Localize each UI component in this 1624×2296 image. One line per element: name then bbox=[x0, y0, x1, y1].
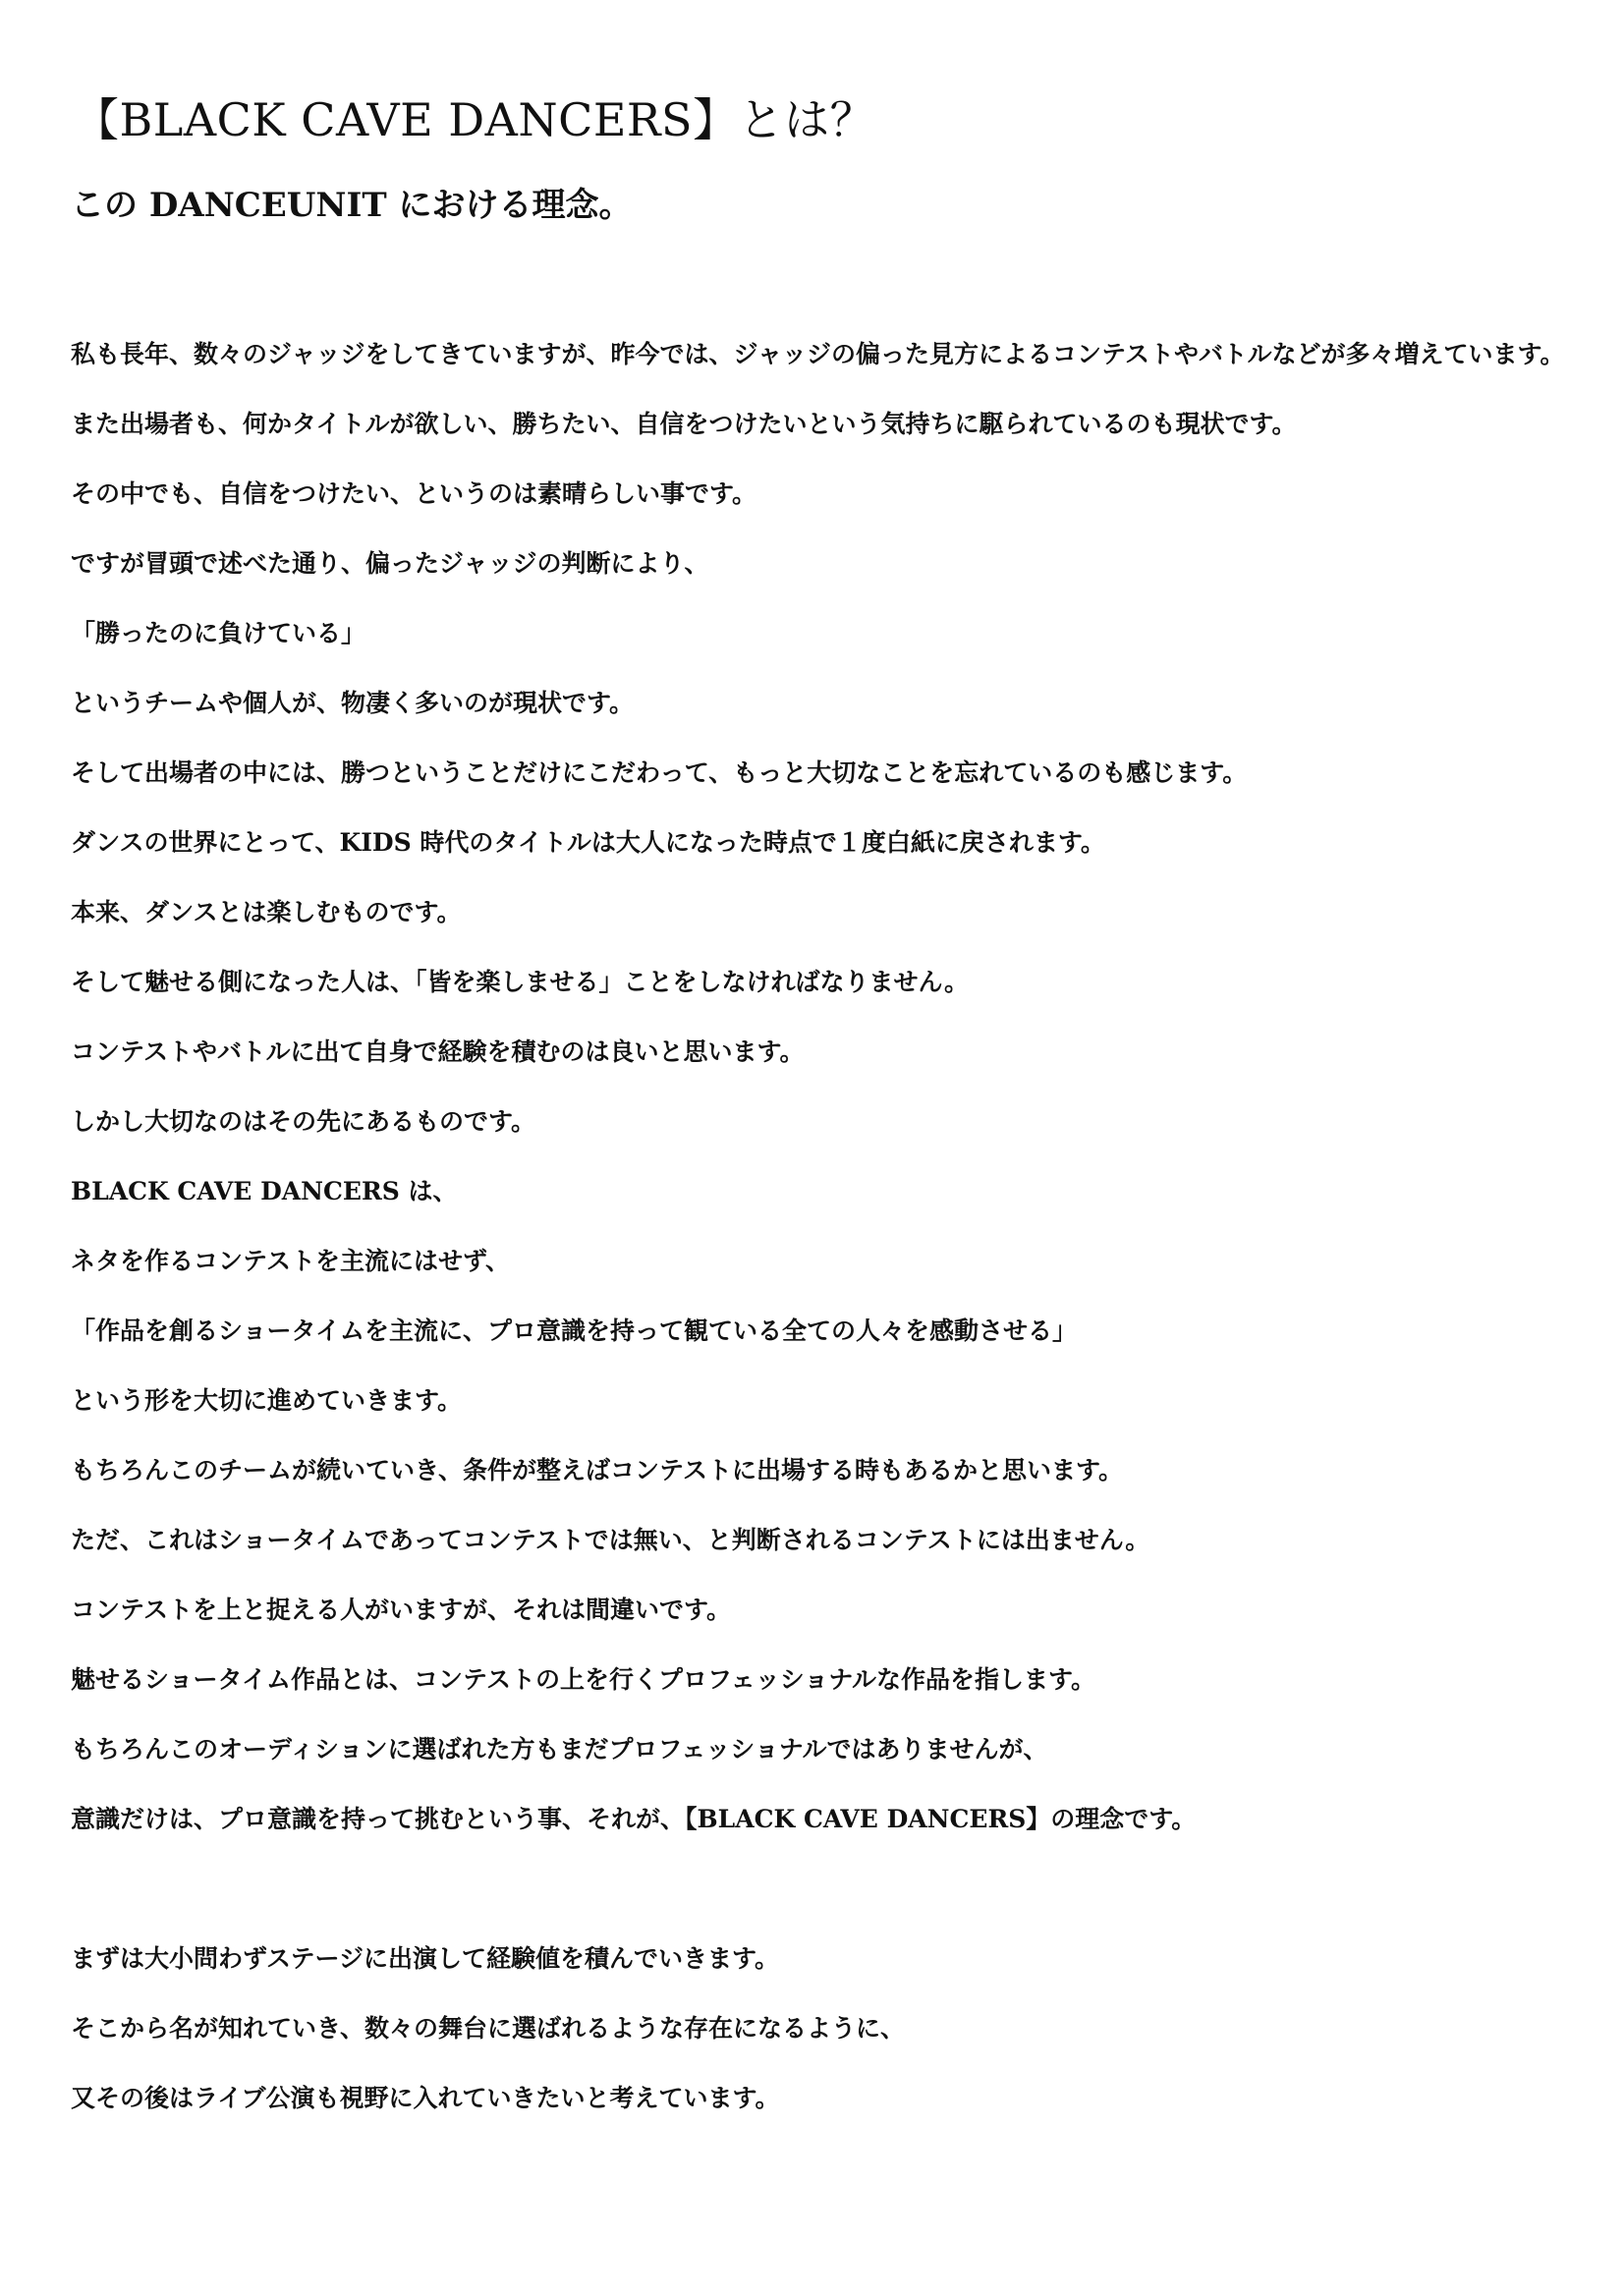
paragraph: 魅せるショータイム作品とは、コンテストの上を行くプロフェッショナルな作品を指します。 bbox=[71, 1665, 1096, 1694]
paragraph: もちろんこのチームが続いていき、条件が整えばコンテストに出場する時もあるかと思います。 bbox=[71, 1456, 1124, 1484]
paragraph: 意識だけは、プロ意識を持って挑むという事、それが、【BLACK CAVE DANCERS】の理念です。 bbox=[71, 1805, 1197, 1833]
closing-paragraph: 又その後はライブ公演も視野に入れていきたいと考えています。 bbox=[71, 2084, 780, 2112]
paragraph: しかし大切なのはその先にあるものです。 bbox=[71, 1107, 536, 1136]
paragraph: というチームや個人が、物凄く多いのが現状です。 bbox=[71, 689, 635, 717]
paragraph: コンテストを上と捉える人がいますが、それは間違いです。 bbox=[71, 1596, 732, 1624]
section-spacer bbox=[71, 1854, 1574, 1924]
paragraph: そして魅せる側になった人は、「皆を楽しませる」ことをしなければなりません。 bbox=[71, 968, 970, 996]
paragraph: 「作品を創るショータイムを主流に、プロ意識を持って観ている全ての人々を感動させる」 bbox=[71, 1316, 1078, 1345]
paragraph: ネタを作るコンテストを主流にはせず、 bbox=[71, 1247, 511, 1275]
closing-paragraph: そこから名が知れていき、数々の舞台に選ばれるような存在になるように、 bbox=[71, 2014, 906, 2043]
document-title: 【BLACK CAVE DANCERS】とは？ bbox=[74, 93, 876, 146]
paragraph: ですが冒頭で述べた通り、偏ったジャッジの判断により、 bbox=[71, 549, 709, 578]
paragraph: そして出場者の中には、勝つということだけにこだわって、もっと大切なことを忘れているのも感じます。 bbox=[71, 758, 1248, 787]
document-subtitle: この DANCEUNIT における理念。 bbox=[71, 186, 633, 225]
closing-paragraph: まずは大小問わずステージに出演して経験値を積んでいきます。 bbox=[71, 1944, 780, 1973]
paragraph: その中でも、自信をつけたい、というのは素晴らしい事です。 bbox=[71, 479, 757, 508]
paragraph: 私も長年、数々のジャッジをしてきていますが、昨今では、ジャッジの偏った見方によるコンテストやバトルなどが多々増えています。 bbox=[71, 340, 1565, 368]
paragraph: 「勝ったのに負けている」 bbox=[71, 619, 366, 647]
paragraph: ダンスの世界にとって、KIDS 時代のタイトルは大人になった時点で１度白紙に戻されます。 bbox=[71, 828, 1105, 857]
paragraph: また出場者も、何かタイトルが欲しい、勝ちたい、自信をつけたいという気持ちに駆られているのも現状です。 bbox=[71, 410, 1297, 438]
document-body bbox=[71, 319, 1574, 2133]
paragraph: もちろんこのオーディションに選ばれた方もまだプロフェッショナルではありませんが、 bbox=[71, 1735, 1048, 1764]
paragraph: コンテストやバトルに出て自身で経験を積むのは良いと思います。 bbox=[71, 1037, 805, 1066]
paragraph: 本来、ダンスとは楽しむものです。 bbox=[71, 898, 462, 926]
paragraph: BLACK CAVE DANCERS は、 bbox=[71, 1177, 458, 1205]
paragraph: という形を大切に進めていきます。 bbox=[71, 1386, 463, 1415]
paragraph: ただ、これはショータイムであってコンテストでは無い、と判断されるコンテストには出ません。 bbox=[71, 1526, 1150, 1554]
